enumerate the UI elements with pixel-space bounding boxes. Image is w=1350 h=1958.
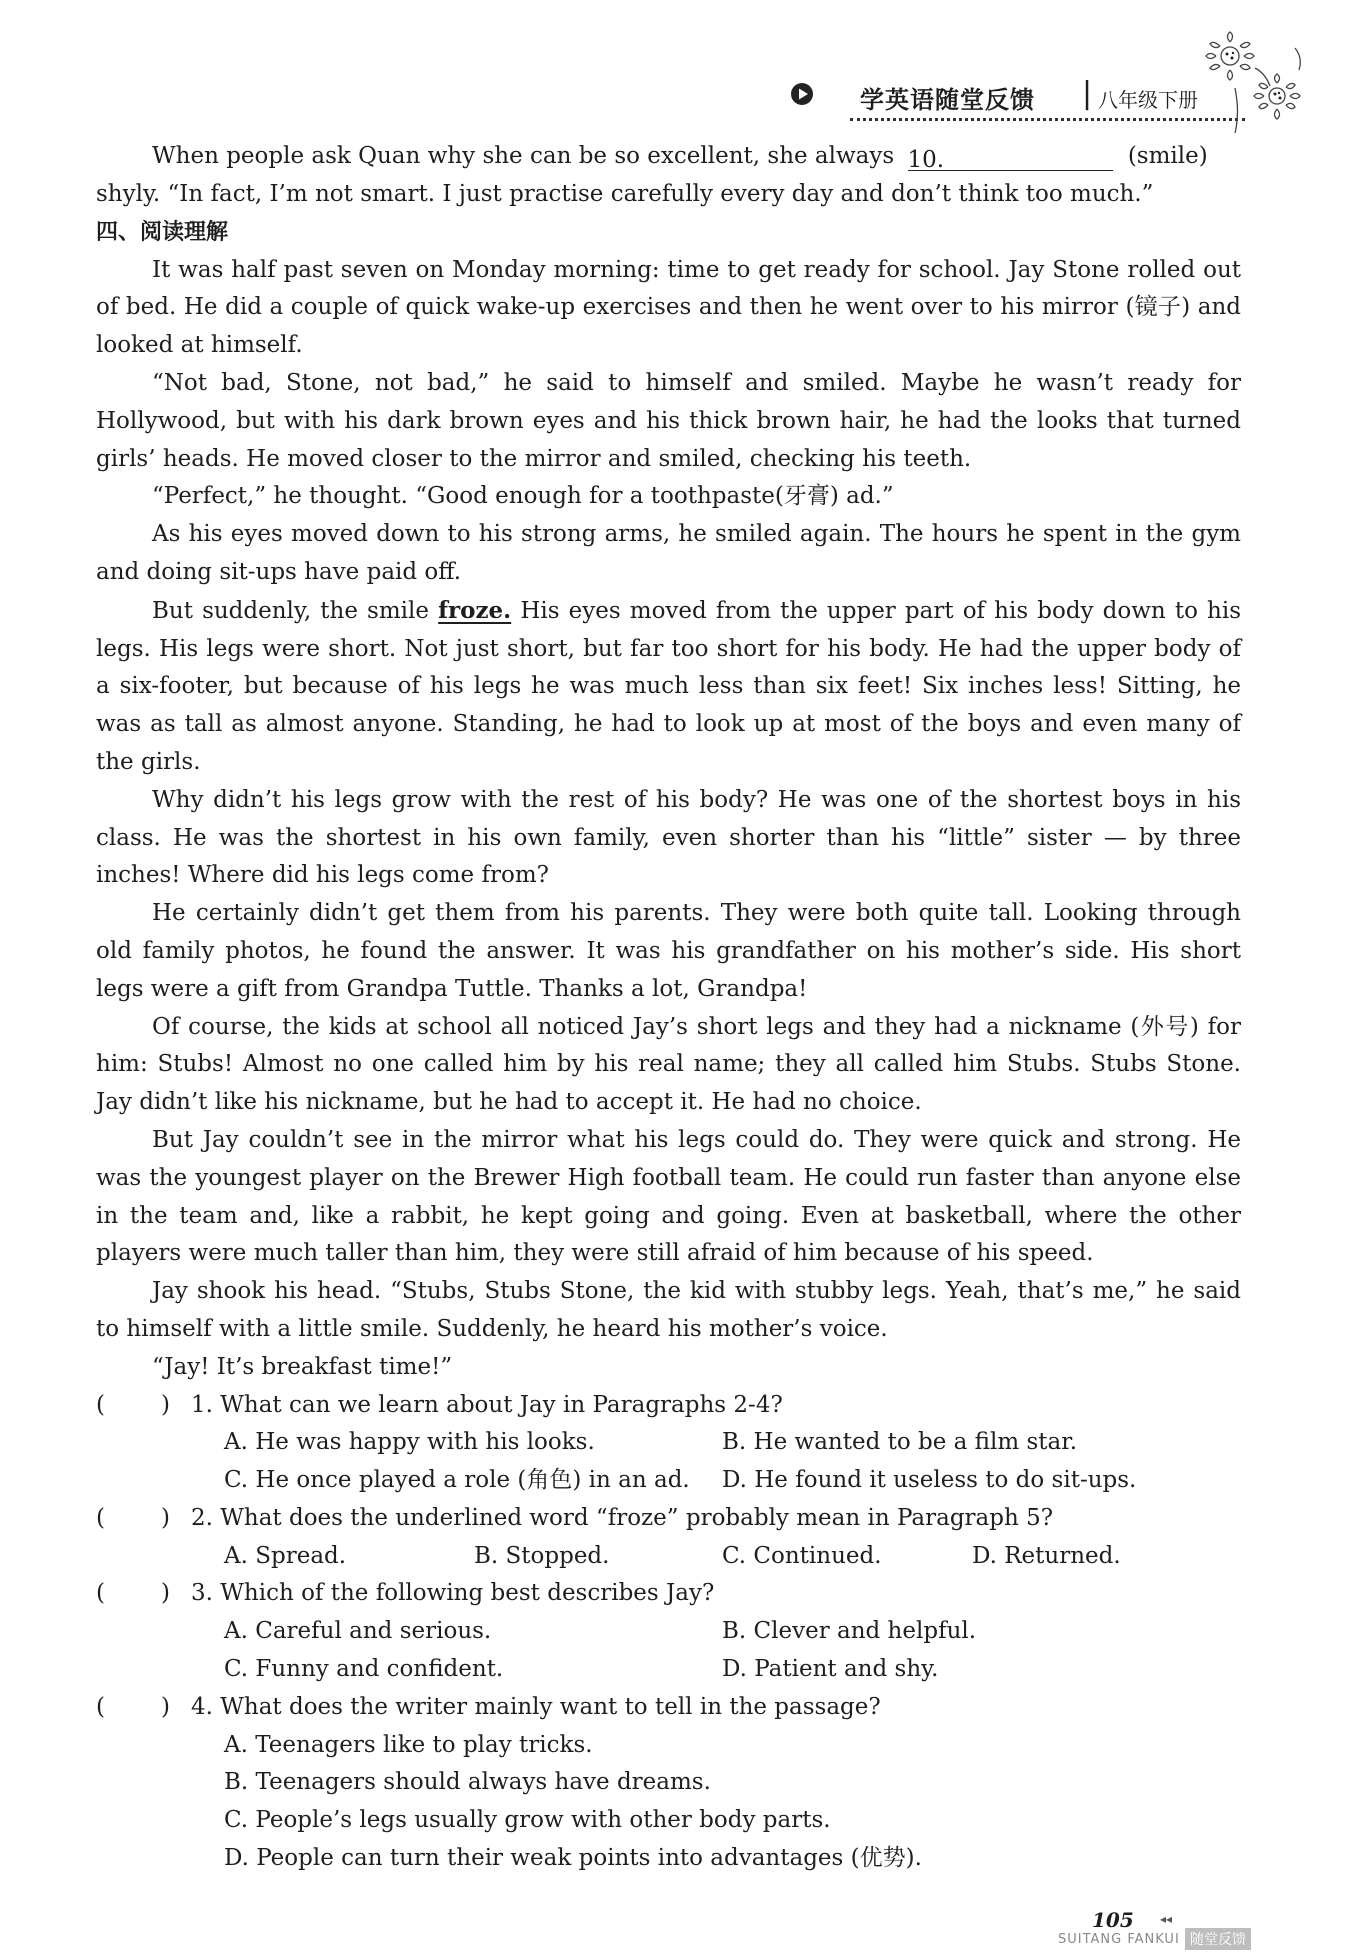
options-row (96, 1651, 1241, 1689)
passage-paragraph: As his eyes moved down to his strong arms, he smiled again. The hours he spent in the gym and doing sit-ups have paid off. (96, 521, 1241, 585)
passage-paragraph-5 (96, 592, 1241, 782)
question-4 (96, 1689, 1241, 1727)
passage-paragraph: Of course, the kids at school all noticed Jay’s short legs and they had a nickname (外号) for him: Stubs! Almost no one called him by his real name; they all called him Stubs. Stubs Stone. Jay didn’t like his nickname, but he had to accept it. He had no choice. (96, 1013, 1241, 1116)
option-b[interactable]: B. Stopped. (474, 1542, 610, 1569)
play-circle-icon (790, 82, 814, 106)
options-row (96, 1613, 1241, 1651)
option-a[interactable]: A. He was happy with his looks. (224, 1429, 595, 1456)
page-content (96, 138, 1241, 1878)
question-2 (96, 1500, 1241, 1538)
option-d[interactable]: D. He found it useless to do sit-ups. (722, 1467, 1137, 1494)
page-number: 105 (1092, 1908, 1134, 1932)
header-separator: | (1082, 76, 1093, 111)
question-text: 4. What does the writer mainly want to tell in the passage? (191, 1693, 881, 1720)
intro-continuation: shyly. “In fact, I’m not smart. I just practise carefully every day and don’t think too much.” (96, 180, 1154, 207)
option-b[interactable]: B. Teenagers should always have dreams. (224, 1769, 711, 1796)
question-3 (96, 1575, 1241, 1613)
passage-paragraph: But Jay couldn’t see in the mirror what his legs could do. They were quick and strong. He was the youngest player on the Brewer High football team. He could run faster than anyone else in the team and, like a rabbit, he kept going and going. Even at basketball, where the other players were much taller than him, they were still afraid of him because of his speed. (96, 1126, 1241, 1267)
passage-paragraph: Why didn’t his legs grow with the rest of his body? He was one of the shortest boys in his class. He was the shortest in his own family, even shorter than his “little” sister — by three inches! Where did his legs come from? (96, 786, 1241, 889)
section-title: 四、阅读理解 (96, 219, 229, 245)
passage-paragraph: “Not bad, Stone, not bad,” he said to himself and smiled. Maybe he wasn’t ready for Hollywood, but with his dark brown eyes and his thick brown hair, he had the looks that turned girls’ heads. He moved closer to the mirror and smiled, checking his teeth. (96, 369, 1241, 472)
footer-brand: SUITANG FANKUI (1058, 1932, 1180, 1947)
question-text: 2. What does the underlined word “froze” probably mean in Paragraph 5? (191, 1504, 1054, 1531)
option-c[interactable]: C. People’s legs usually grow with other body parts. (224, 1807, 831, 1834)
passage-paragraph: He certainly didn’t get them from his parents. They were both quite tall. Looking through old family photos, he found the answer. It was his grandfather on his mother’s side. His short legs were a gift from Grandpa Tuttle. Thanks a lot, Grandpa! (96, 900, 1241, 1002)
option-d[interactable]: D. Patient and shy. (722, 1656, 939, 1683)
option-d[interactable]: D. Returned. (972, 1542, 1121, 1569)
intro-sentence (96, 138, 1241, 176)
blank-number: 10. (907, 147, 945, 173)
answer-paren-close[interactable]: ) (161, 1580, 170, 1607)
answer-paren-open[interactable]: ( (96, 1580, 105, 1607)
options-row (96, 1538, 1241, 1576)
grade-label: 八年级下册 (1098, 88, 1198, 112)
p5-text-after: His eyes moved from the upper part of his body down to his legs. His legs were short. Not just short, but far too short for his body. He had the upper body of a six-footer, but because of his legs he was much less than six feet! Six inches less! Sitting, he was as tall as almost anyone. Standing, he had to look up at most of the boys and even many of the girls. (96, 597, 1242, 775)
option-c[interactable]: C. He once played a role (角色) in an ad. (224, 1467, 690, 1494)
option-c[interactable]: C. Funny and confident. (224, 1656, 504, 1683)
intro-text-before: When people ask Quan why she can be so excellent, she always (152, 143, 895, 169)
underlined-word-froze: froze. (438, 596, 512, 624)
option-a[interactable]: A. Spread. (224, 1542, 347, 1569)
options-row (96, 1462, 1241, 1500)
option-c[interactable]: C. Continued. (722, 1542, 882, 1569)
footer-tag: 随堂反馈 (1185, 1928, 1251, 1950)
double-arrow-left-icon: ◂◂ (1160, 1912, 1173, 1926)
option-b[interactable]: B. He wanted to be a film star. (722, 1429, 1078, 1456)
question-1 (96, 1387, 1241, 1425)
answer-paren-close[interactable]: ) (161, 1693, 170, 1720)
answer-paren-open[interactable]: ( (96, 1391, 105, 1418)
answer-paren-close[interactable]: ) (161, 1504, 170, 1531)
answer-paren-open[interactable]: ( (96, 1504, 105, 1531)
option-d[interactable]: D. People can turn their weak points into advantages (优势). (224, 1845, 922, 1872)
option-a[interactable]: A. Teenagers like to play tricks. (224, 1731, 593, 1758)
p5-text-before: But suddenly, the smile (152, 597, 429, 624)
answer-paren-open[interactable]: ( (96, 1693, 105, 1720)
options-row (96, 1424, 1241, 1462)
passage-paragraph: “Jay! It’s breakfast time!” (152, 1353, 453, 1380)
book-title: 学英语随堂反馈 (860, 86, 1035, 114)
option-a[interactable]: A. Careful and serious. (224, 1618, 492, 1645)
question-text: 3. Which of the following best describes Jay? (191, 1580, 715, 1607)
passage-paragraph: Jay shook his head. “Stubs, Stubs Stone, the kid with stubby legs. Yeah, that’s me,” he said to himself with a little smile. Suddenly, he heard his mother’s voice. (96, 1278, 1241, 1342)
answer-blank-10[interactable] (908, 142, 1113, 171)
intro-hint: (smile) (1127, 143, 1208, 169)
question-text: 1. What can we learn about Jay in Paragraphs 2-4? (191, 1391, 783, 1418)
header-dotted-rule (850, 118, 1245, 121)
flower-decoration-icon (1195, 28, 1315, 138)
passage-paragraph: It was half past seven on Monday morning: time to get ready for school. Jay Stone rolled out of bed. He did a couple of quick wake-up exercises and then he went over to his mirror (镜子) and looked at himself. (96, 256, 1241, 359)
answer-paren-close[interactable]: ) (161, 1391, 170, 1418)
passage-paragraph: “Perfect,” he thought. “Good enough for a toothpaste(牙膏) ad.” (152, 483, 894, 510)
option-b[interactable]: B. Clever and helpful. (722, 1618, 977, 1645)
